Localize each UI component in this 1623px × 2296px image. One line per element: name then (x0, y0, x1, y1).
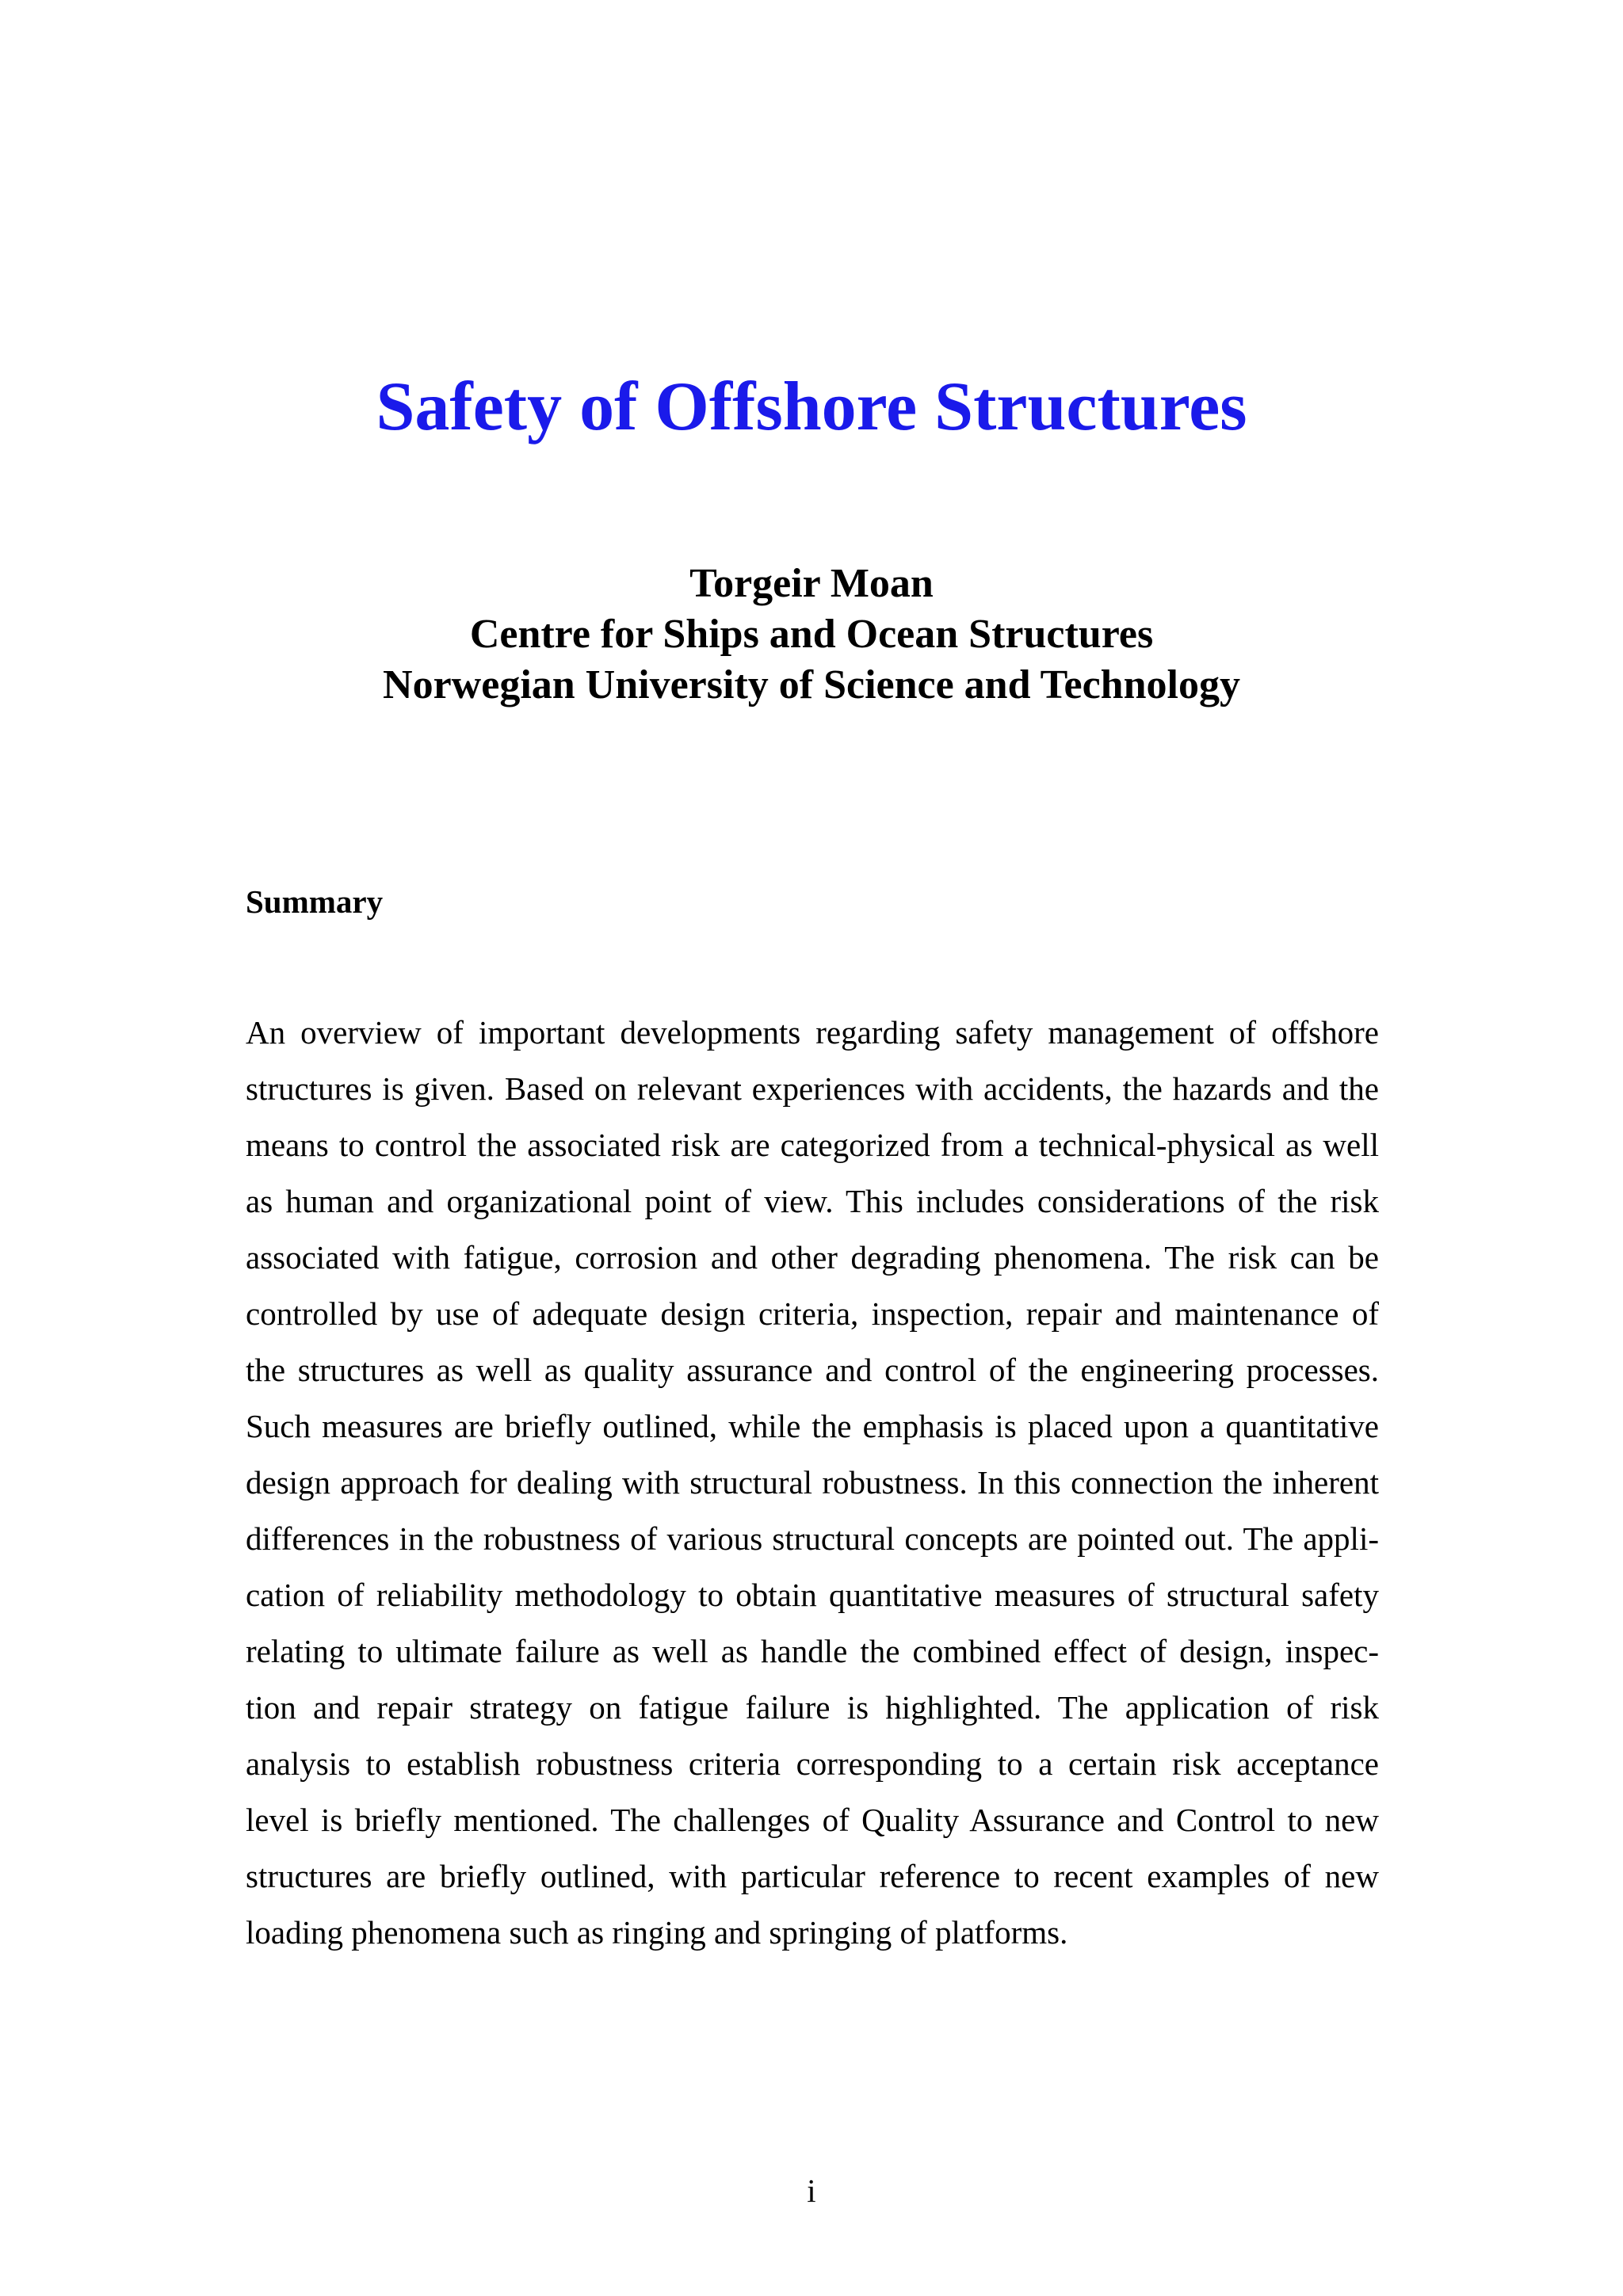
summary-heading: Summary (246, 883, 384, 920)
page-number: i (807, 2172, 816, 2209)
summary-line: relating to ultimate failure as well as handle the combined effect of design, inspec- (246, 1633, 1379, 1669)
summary-line: structures are briefly outlined, with particular reference to recent examples of new (246, 1858, 1379, 1894)
summary-line: cation of reliability methodology to obtain quantitative measures of structural safety (246, 1577, 1379, 1613)
affiliation-centre: Centre for Ships and Ocean Structures (469, 612, 1154, 657)
author-name: Torgeir Moan (689, 561, 934, 606)
summary-line: means to control the associated risk are categorized from a technical-physical as well (246, 1127, 1379, 1163)
summary-line: controlled by use of adequate design criteria, inspection, repair and maintenance of (246, 1295, 1379, 1332)
summary-line: associated with fatigue, corrosion and other degrading phenomena. The risk can be (246, 1239, 1379, 1276)
summary-line: the structures as well as quality assurance and control of the engineering processes. (246, 1352, 1379, 1388)
summary-line: loading phenomena such as ringing and springing of platforms. (246, 1914, 1068, 1951)
summary-line: level is briefly mentioned. The challenges of Quality Assurance and Control to new (246, 1802, 1379, 1838)
summary-line: as human and organizational point of view. This includes considerations of the risk (246, 1183, 1379, 1219)
affiliation-university: Norwegian University of Science and Technology (383, 662, 1240, 707)
summary-line: design approach for dealing with structural robustness. In this connection the inherent (246, 1464, 1379, 1501)
summary-line: structures is given. Based on relevant experiences with accidents, the hazards and the (246, 1070, 1379, 1107)
summary-paragraph (246, 1005, 1379, 1961)
summary-line: tion and repair strategy on fatigue failure is highlighted. The application of risk (246, 1689, 1379, 1726)
summary-line: differences in the robustness of various structural concepts are pointed out. The appli- (246, 1520, 1379, 1557)
summary-line: analysis to establish robustness criteria corresponding to a certain risk acceptance (246, 1745, 1379, 1782)
document-title: Safety of Offshore Structures (376, 368, 1247, 445)
author-block (0, 559, 1623, 711)
summary-line: Such measures are briefly outlined, while the emphasis is placed upon a quantitative (246, 1408, 1379, 1444)
summary-line: An overview of important developments regarding safety management of offshore (246, 1014, 1379, 1051)
